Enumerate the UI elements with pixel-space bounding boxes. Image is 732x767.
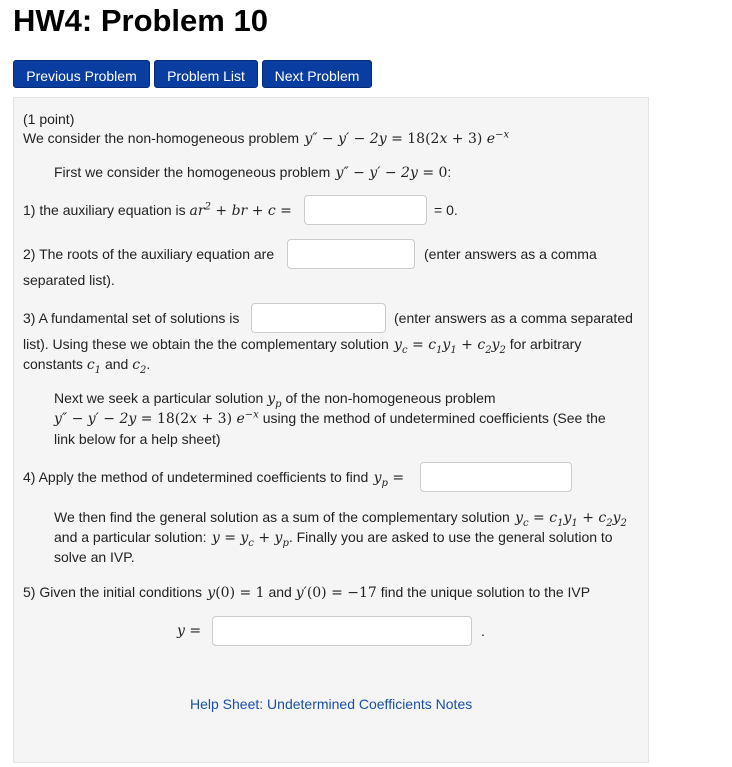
- constant-c2: $c_2$: [132, 357, 147, 376]
- yp-equals: $y_p$ =: [372, 470, 405, 489]
- general-line1: [54, 507, 627, 528]
- yp-symbol: $y_p$: [267, 391, 282, 410]
- q2-text: 2) The roots of the auxiliary equation are: [23, 246, 275, 262]
- q5-ivp-solution-input[interactable]: [212, 616, 472, 646]
- previous-problem-button[interactable]: Previous Problem: [13, 60, 150, 88]
- constant-c1: $c_1$: [86, 357, 102, 376]
- q5-text-b: and: [268, 584, 292, 600]
- intro-line: [23, 128, 509, 149]
- general-line2: [54, 527, 613, 548]
- y-equals-label: y =: [177, 623, 202, 639]
- q5-period: .: [481, 623, 485, 639]
- q2-hint: (enter answers as a comma: [424, 246, 597, 262]
- q4-particular-solution-input[interactable]: [420, 462, 572, 492]
- initial-condition-y: y(0) = 1: [205, 585, 265, 601]
- q5-text-c: find the unique solution to the IVP: [380, 584, 591, 600]
- q3-line3b: and: [104, 356, 129, 372]
- q4-line: [23, 467, 404, 488]
- q5-text-a: 5) Given the initial conditions: [23, 584, 202, 600]
- homog-line: First we consider the homogeneous problem y″ − y′ − 2y = 0:: [54, 164, 452, 181]
- general-line3: solve an IVP.: [54, 549, 135, 565]
- q1-line: [23, 200, 292, 221]
- help-sheet-link[interactable]: Help Sheet: Undetermined Coefficients Notes: [190, 696, 473, 712]
- q3-line3: constants $c_1$ and $c_2$.: [23, 356, 151, 376]
- homog-equation: y″ − y′ − 2y = 0: [334, 165, 448, 181]
- nonhomog-equation: y″ − y′ − 2y = 18(2x + 3) $e^{-x}$: [302, 129, 510, 147]
- general-solution-expr: $y = y_c + y_p$: [210, 530, 289, 549]
- points-label: (1 point): [23, 111, 75, 127]
- particular-line2-text: using the method of undetermined coefficients (See the: [262, 410, 606, 426]
- q1-aux-equation-input[interactable]: [304, 195, 427, 225]
- q3-text: 3) A fundamental set of solutions is: [23, 310, 240, 326]
- particular-line2: [54, 408, 606, 429]
- general-line2b: . Finally you are asked to use the general solution to: [288, 529, 613, 545]
- q3-fundamental-set-input[interactable]: [251, 303, 386, 333]
- complementary-solution-expr-2: $y_c = c_1y_1 + c_2y_2$: [513, 510, 627, 529]
- general-line2a: and a particular solution:: [54, 529, 207, 545]
- particular-line1a: Next we seek a particular solution: [54, 390, 264, 406]
- initial-condition-yprime: y′(0) = −17: [295, 585, 377, 601]
- general-line1-text: We then find the general solution as a sum of the complementary solution: [54, 509, 510, 525]
- aux-equation-expr: $ar^2$ + br + c =: [189, 201, 292, 219]
- problem-panel: [13, 97, 649, 763]
- q3-line3a: constants: [23, 356, 83, 372]
- particular-line1: [54, 388, 496, 409]
- q3-line2b: for arbitrary: [509, 336, 582, 352]
- nonhomog-equation-2: y″ − y′ − 2y = 18(2x + 3) $e^{-x}$: [54, 409, 259, 427]
- particular-line3: link below for a help sheet): [54, 431, 221, 447]
- q3-line2a: list). Using these we obtain the the complementary solution: [23, 336, 389, 352]
- q2-roots-input[interactable]: [287, 239, 415, 269]
- q5-line: [23, 582, 590, 603]
- q3-line2: [23, 334, 581, 355]
- intro-text: We consider the non-homogeneous problem: [23, 130, 300, 146]
- q1-after: = 0.: [434, 202, 458, 218]
- particular-line1b: of the non-homogeneous problem: [285, 390, 496, 406]
- q2-hint-cont: separated list).: [23, 272, 115, 288]
- next-problem-button[interactable]: Next Problem: [262, 60, 372, 88]
- homog-text: First we consider the homogeneous problem: [54, 164, 331, 180]
- page-title: HW4: Problem 10: [13, 3, 268, 38]
- q3-hint: (enter answers as a comma separated: [394, 310, 633, 326]
- problem-list-button[interactable]: Problem List: [154, 60, 258, 88]
- q1-text: 1) the auxiliary equation is: [23, 202, 186, 218]
- q4-text: 4) Apply the method of undetermined coefficients to find: [23, 469, 369, 485]
- complementary-solution-expr: $y_c = c_1y_1 + c_2y_2$: [392, 337, 506, 356]
